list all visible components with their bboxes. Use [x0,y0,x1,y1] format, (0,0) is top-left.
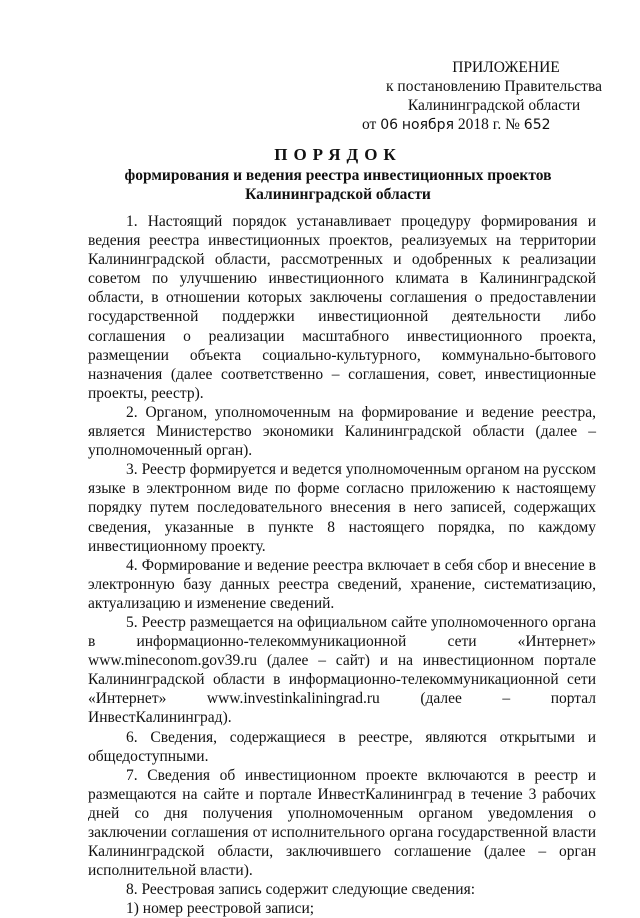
resolution-number: 652 [523,117,551,133]
appendix-title: ПРИЛОЖЕНИЕ [452,59,560,76]
appendix-date-line [362,115,604,135]
appendix-block [362,58,604,135]
paragraph-6: 6. Сведения, содержащиеся в реестре, являются открытыми и общедоступными. [88,728,596,765]
number-sign: № [505,116,520,133]
date-month: ноября [401,117,454,133]
date-day: 06 [380,117,399,133]
document-title: ПОРЯДОК [274,145,402,164]
paragraph-4: 4. Формирование и ведение реестра включает в себя сбор и внесение в электронную базу данных реестра сведений, хранение, систематизацию, актуализацию и изменение сведений. [88,556,596,612]
document-body [88,212,596,918]
paragraph-3: 3. Реестр формируется и ведется уполномоченным органом на русском языке в электронном виде по форме согласно приложению к настоящему порядку путем последовательного внесения в него записей, содержащих сведения, указанные в пункте 8 настоящего порядка, по каждому инвестиционному проекту. [88,461,596,555]
paragraph-5: 5. Реестр размещается на официальном сайте уполномоченного органа в информационно-телекоммуникационной сети «Интернет» www.mineconom.gov39.ru (далее – сайт) и на инвестиционном портале Калининградской области в информационно-телекоммуникационной сети «Интернет» www.investinkaliningrad.ru (далее – портал ИнвестКалининград). [88,613,596,727]
document-subtitle-line2: Калининградской области [245,186,431,203]
paragraph-8: 8. Реестровая запись содержит следующие сведения: [126,881,476,899]
paragraph-1: 1. Настоящий порядок устанавливает процедуру формирования и ведения реестра инвестиционных проектов, реализуемых на территории Калининградской области, рассмотренных и одобренных к реализации советом по улучшению инвестиционного климата в Калининградской области, в отношении которых заключены соглашения о предоставлении государственной поддержки инвестиционной деятельности либо соглашения о реализации масштабного инвестиционного проекта, размещении объекта социально-культурного, коммунально-бытового назначения (далее соответственно – соглашения, совет, инвестиционные проекты, реестр). [88,213,596,402]
appendix-line-region: Калининградской области [407,97,581,114]
paragraph-2: 2. Органом, уполномоченным на формирование и ведение реестра, является Министерство экономики Калининградской области (далее – уполномоченный орган). [88,403,596,460]
document-heading [88,144,588,204]
date-prefix: от [362,116,377,133]
appendix-line-resolution: к постановлению Правительства [386,78,602,95]
date-year: 2018 г. [457,116,502,133]
paragraph-8-item-1: 1) номер реестровой записи; [126,900,315,918]
paragraph-7: 7. Сведения об инвестиционном проекте включаются в реестр и размещаются на сайте и портале ИнвестКалининград в течение 3 рабочих дней со дня получения уполномоченным органом уведомления о заключении соглашения от исполнительного органа государственной власти Калининградской области, заключившего соглашение (далее – орган исполнительной власти). [88,766,596,880]
document-subtitle-line1: формирования и ведения реестра инвестиционных проектов [124,167,552,184]
